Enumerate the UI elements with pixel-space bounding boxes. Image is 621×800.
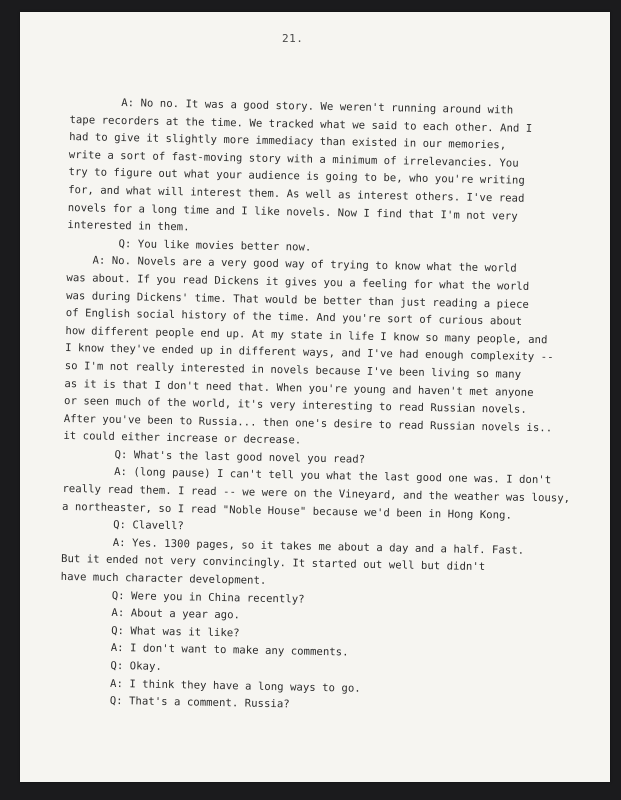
text-line: novels for a long time and I like novels. Now I find that I'm not very [67,201,518,223]
text-line: was about. If you read Dickens it gives you a feeling for what the world [66,271,530,293]
text-line: write a sort of fast-moving story with a minimum of irrelevancies. You [68,148,519,170]
text-line: A: (long pause) I can't tell you what the last good one was. I don't [62,465,552,487]
text-line: A: I don't want to make any comments. [59,641,349,659]
text-line: Q: You like movies better now. [67,236,312,254]
text-line: A: I think they have a long ways to go. [58,676,361,695]
text-line: for, and what will interest them. As well as interest others. I've read [68,183,525,205]
text-line: A: About a year ago. [59,606,241,622]
text-line: interested in them. [67,219,190,234]
text-line: I know they've ended up in different ways, and I've had enough complexity -- [65,342,554,364]
text-line: of English social history of the time. And you're sort of curious about [65,307,523,328]
text-line: it could either increase or decrease. [63,430,302,447]
text-line: as it is that I don't need that. When you're young and haven't met anyone [64,377,534,399]
text-line: really read them. I read -- we were on the Vineyard, and the weather was lousy, [62,482,571,505]
text-line: Q: Okay. [58,658,162,673]
text-line: Q: What was it like? [59,623,240,640]
text-line: Q: Were you in China recently? [60,588,305,606]
text-line: Q: What's the last good novel you read? [62,447,366,466]
text-line: Q: That's a comment. Russia? [58,694,290,711]
text-line: A: No no. It was a good story. We weren't running around with [69,95,514,117]
document-page [20,12,610,782]
text-line: have much character development. [60,570,267,587]
text-line: was during Dickens' time. That would be better than just reading a piece [66,289,529,311]
text-line: A: No. Novels are a very good way of trying to know what the world [66,254,517,275]
text-line: Q: Clavell? [61,518,184,533]
text-line: try to figure out what your audience is going to be, who you're writing [68,166,525,188]
text-line: A: Yes. 1300 pages, so it takes me about a day and a half. Fast. [61,535,525,557]
page-number: 21. [282,32,304,45]
text-line: tape recorders at the time. We tracked what we said to each other. And I [69,113,533,135]
text-line: had to give it slightly more immediacy than existed in our memories, [69,131,507,152]
text-line: After you've been to Russia... then one's desire to read Russian novels is.. [63,412,553,435]
text-line: how different people end up. At my state in life I know so many people, and [65,324,548,346]
text-line: But it ended not very convincingly. It started out well but didn't [60,553,486,574]
text-line: a northeaster, so I read "Noble House" because we'd been in Hong Kong. [61,500,513,522]
text-line: or seen much of the world, it's very interesting to read Russian novels. [63,395,527,416]
interview-transcript [58,94,570,719]
text-line: so I'm not really interested in novels because I've been living so many [64,359,522,381]
